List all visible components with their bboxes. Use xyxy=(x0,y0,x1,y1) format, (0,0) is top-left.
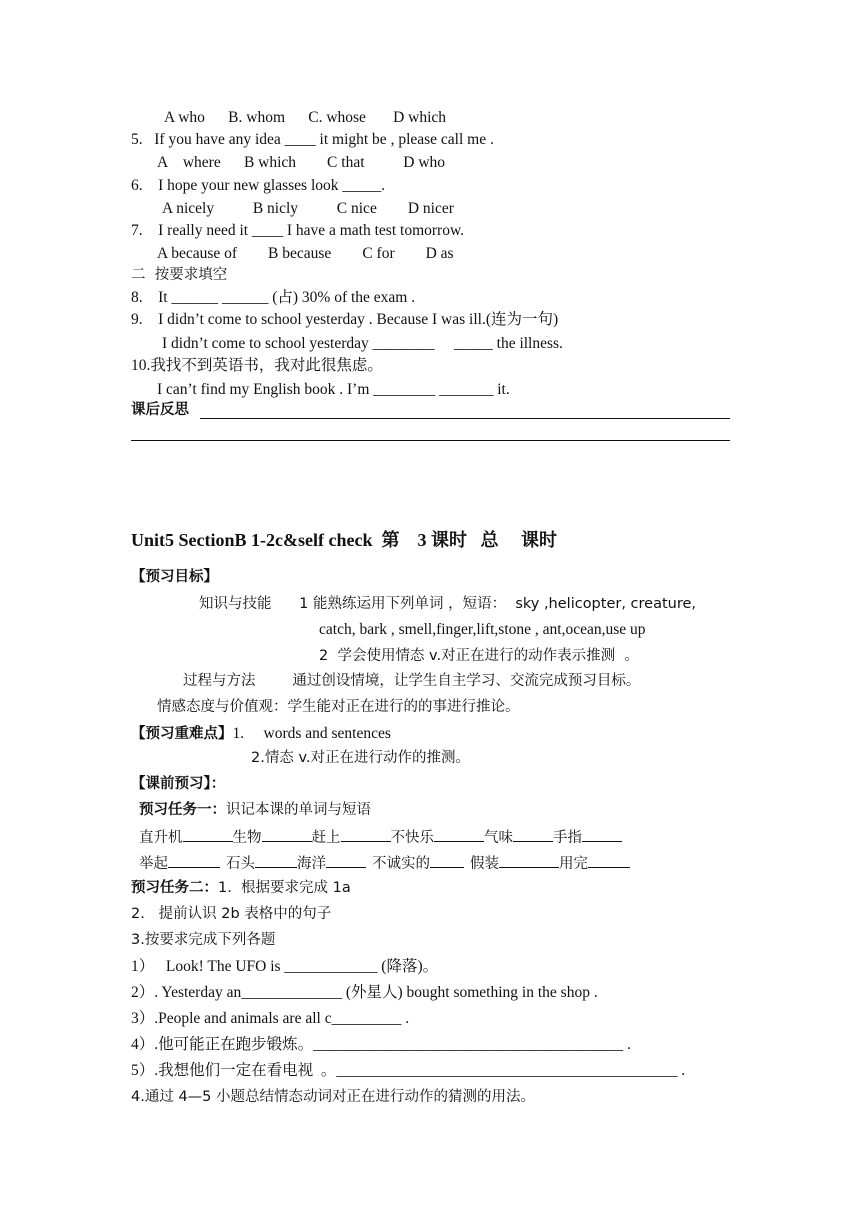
blank[interactable] xyxy=(255,852,297,868)
vocab-use-up: 用完 xyxy=(559,856,588,872)
task-1-row xyxy=(139,800,371,820)
task-1-text: 识记本课的单词与短语 xyxy=(226,802,371,818)
task-2-label: 预习任务二： xyxy=(131,880,218,896)
question-10: 10.我找不到英语书，我对此很焦虑。 xyxy=(131,357,383,374)
exercise-5: 5）.我想他们一定在看电视 。____________________________________________ . xyxy=(131,1062,686,1079)
blank[interactable] xyxy=(499,852,559,868)
goal-process: 过程与方法 通过创设情境，让学生自主学习、交流完成预习目标。 xyxy=(183,673,641,689)
vocab-finger: 手指 xyxy=(553,830,582,846)
task-2-row xyxy=(131,878,351,898)
vocab-unhappy: 不快乐 xyxy=(390,830,434,846)
vocab-row-2 xyxy=(139,852,630,874)
vocab-row-1 xyxy=(139,826,622,848)
blank[interactable] xyxy=(430,852,464,868)
blank[interactable] xyxy=(341,826,391,842)
goal-knowledge-words: catch, bark , smell,finger,lift,stone , ant,ocean,use up xyxy=(319,621,646,638)
vocab-dishonest: 不诚实的 xyxy=(372,856,430,872)
key-points-row-1 xyxy=(131,724,391,744)
blank[interactable] xyxy=(582,826,622,842)
question-6: 6. I hope your new glasses look _____. xyxy=(131,177,385,194)
exercise-3: 3）.People and animals are all c_________ . xyxy=(131,1010,410,1027)
goal-knowledge: 知识与技能 1 能熟练运用下列单词 ，短语： sky ,helicopter, creature, xyxy=(199,596,697,612)
vocab-helicopter: 直升机 xyxy=(139,830,183,846)
reflection-line-2 xyxy=(131,440,730,441)
vocab-pretend: 假装 xyxy=(470,856,499,872)
question-8: 8. It ______ ______ (占) 30% of the exam . xyxy=(131,289,416,306)
question-5: 5. If you have any idea ____ it might be , please call me . xyxy=(131,131,494,148)
blank[interactable] xyxy=(183,826,233,842)
task-2-item-2: 2. 提前认识 2b 表格中的句子 xyxy=(131,906,332,922)
q6-options: A nicely B nicly C nice D nicer xyxy=(162,200,454,217)
task-2-text: 1. 根据要求完成 1a xyxy=(218,880,351,896)
vocab-smell: 气味 xyxy=(484,830,513,846)
q5-options: A where B which C that D who xyxy=(157,154,446,171)
vocab-creature: 生物 xyxy=(232,830,262,846)
vocab-lift: 举起 xyxy=(139,856,168,872)
key-point-1: 1. words and sentences xyxy=(232,725,391,742)
task-2-item-3: 3.按要求完成下列各题 xyxy=(131,932,276,948)
goals-heading: 【预习目标】 xyxy=(131,569,218,585)
vocab-stone: 石头 xyxy=(226,856,255,872)
reflection-label: 课后反思 xyxy=(131,402,189,418)
question-7: 7. I really need it ____ I have a math test tomorrow. xyxy=(131,222,465,239)
goal-attitude: 情感态度与价值观：学生能对正在进行的的事进行推论。 xyxy=(157,699,520,715)
preview-heading: 【课前预习】： xyxy=(131,776,226,792)
blank[interactable] xyxy=(262,826,312,842)
blank[interactable] xyxy=(168,852,220,868)
reflection-line-1 xyxy=(200,418,730,419)
vocab-catch-up: 赶上 xyxy=(311,830,341,846)
question-10-answer: I can’t find my English book . I’m ________ _______ it. xyxy=(157,381,510,398)
section-two-heading: 二 按要求填空 xyxy=(131,267,228,283)
lesson-title: Unit5 SectionB 1-2c&self check 第 3 课时 总 课时 xyxy=(131,530,557,550)
task-1-label: 预习任务一： xyxy=(139,802,226,818)
blank[interactable] xyxy=(434,826,484,842)
blank[interactable] xyxy=(513,826,553,842)
exercise-4: 4）.他可能正在跑步锻炼。________________________________________ . xyxy=(131,1036,631,1053)
task-2-item-4: 4.通过 4—5 小题总结情态动词对正在进行动作的猜测的用法。 xyxy=(131,1089,536,1105)
key-points-heading: 【预习重难点】 xyxy=(131,726,233,742)
question-9-answer: I didn’t come to school yesterday ________ _____ the illness. xyxy=(162,335,563,352)
blank[interactable] xyxy=(588,852,630,868)
exercise-2: 2）. Yesterday an_____________ (外星人) bought something in the shop . xyxy=(131,984,598,1001)
question-9: 9. I didn’t come to school yesterday . Because I was ill.(连为一句) xyxy=(131,311,559,328)
blank[interactable] xyxy=(326,852,366,868)
goal-knowledge-2: 2 学会使用情态 v.对正在进行的动作表示推测 。 xyxy=(319,648,639,664)
q4-options: A who B. whom C. whose D which xyxy=(164,109,447,126)
q7-options: A because of B because C for D as xyxy=(157,245,454,262)
key-point-2: 2.情态 v.对正在进行动作的推测。 xyxy=(251,750,471,766)
vocab-ocean: 海洋 xyxy=(297,856,326,872)
exercise-1: 1） Look! The UFO is ____________ (降落)。 xyxy=(131,958,439,975)
